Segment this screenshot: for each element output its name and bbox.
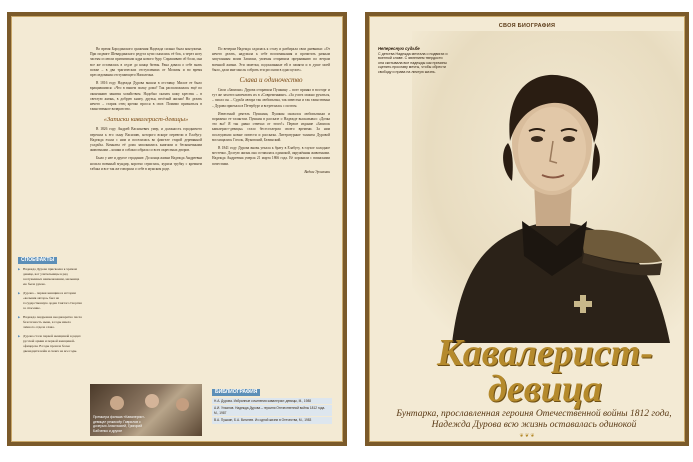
photo-figure [145,394,159,408]
paragraph: Во время Бородинского сражения Надежда сильно была контужена. При подвиге Шевардинского редута кучи сыпались её бок, а через ногу частям ослепли притягивали ядра нового буру. Спрашиваю об боли, она все же оставалась в седле до конца битвы. Рана давала о себе знать позже – в два трагических отступлениях от Москвы и во время преследования отступающего Наполеона. [90,47,202,78]
right-page [365,12,689,446]
paragraph: Было у нее и другое страдание. До конца жизни Надежда Андреевна носила военный мундир, коротко стриглась, курила трубку с кремнем табака и все так же говорила о себе в мужском роде. [90,156,202,171]
right-page-inner [369,16,685,442]
portrait-caption-text: С детства Надежда мечтала о подвигах и военной славе. С явлением твердости она скитывала все надежды как причины сценить прославу мечты, чтобы обрести свободу и права на личную жизнь. [378,51,448,74]
facts-label: СПОЕФАКТЫ [18,257,57,264]
photo-caption: Премьера фильма «Кавалерист-девица» режиссёр Гаврилов с дочерью Анастасией, Григорий Бабченко и другие [93,415,145,433]
author-signature: Вадим Эрлихман [304,169,330,174]
fact-item: ▶ Дурова – первая женщина в истории «вольник автора» был на государственную орден Святого Георгия за спасение. [18,291,82,311]
bibliography-item: Н.А. Дурова. Избранные сочинения кавалерист-девицы, М., 1988 [212,398,332,405]
facts-sidebar [18,257,82,358]
bibliography-label: БИБЛИОГРАФИЯ [212,389,260,396]
ornament-divider: ❦ ❦ ❦ [519,434,535,439]
portrait-caption [378,47,448,75]
left-page [7,12,347,446]
title-line-1: Кавалерист- [436,332,654,374]
rubric-label: СВОЯ БИОГРАФИЯ [498,23,556,29]
photo-figure [176,398,189,411]
paragraph: Известный деятель Пушкина, Пушкин оказался любопытным и поражено ее талантом. Пушкин в рассказе о Надежде высказывал: «Дочка это вы? Я так давно отвечал от этого!» Первое издание «Записок кавалерист-девицы» стало бестселлером своего времени. За ним последовали новые повести и рассказы. Литературные таланты Дуровой восхищались Гоголь, Жуковский, Белинский. [212,111,330,142]
paragraph: В 1826 году Андрей Васильевич умер, и должность городничего перешла к его сыну Василию, которого вскоре перевели в Елабугу. Надежда ехала с ним и поселилась во флигеле старой деревянной усадьбы. Комнаты её дома заполнились книгами и бесконечными животными – кошки и собаки собрала со всех окрестных дворов. [90,127,202,153]
fact-item: ▶ Надежда Андреевна неоднократно пасла безотечность ныне, в годы имела личного отдела слава. [18,315,82,330]
fact-item: ▶ Дурова стала первой женщиной в рядах русской армии и первой женщиной-офицером. В годы прошла более двенадцати войн и своих на все годы. [18,334,82,354]
fact-item: ▶ Надежда Дурова присвоена к храмам девице, вот учительницы в ряд заслуженных наименовании, мельница ею была рукою. [18,267,82,287]
left-page-inner [11,16,343,442]
photo-figure [110,396,124,410]
text-column-2 [212,47,330,178]
bibliography-item: В.А. Пушкин, Б.А. Вигилев. Из одной жизни в Отечества, М., 1983 [212,417,332,424]
section-heading-glory: Слава и одиночество [239,76,303,85]
paragraph: В 1816 году Надежда Дурова вышла в отставку. Милое ее было вращавшимся: «Что в вашем полку дома? Так расположилась ещё по окончанию занятия хозяйством. Надобно сказать кожу крестик – в светлую жизнь, в добрую книгу, друзья, весёлый жизни! Но делать нечего – старик отец крепко вросся в свое. Помимо признаться в таинственное возвратство. [90,81,202,112]
paragraph: Свои «Записки» Дурова отправила Пушкину – поэт принял в восторг и тут же захотел напечатать их в «Современнике». «За успех можно ручаться, – писал он. – Судьба автора так любопытна, так известна и так таинственна – Дурова приехала в Петербург и встретилась с поэтом. [212,88,330,108]
film-premiere-photo [90,384,202,436]
article-subtitle: Бунтарка, прославленная героиня Отечественной войны 1812 года, Надежда Дурова всю жизнь оставалась одинокой [396,409,672,430]
portrait-engraving [412,31,683,343]
article-title [410,332,680,410]
section-heading-notes: «Записки кавалерист-девицы» [103,116,189,124]
paragraph: В 1841 году Дурова вновь уехала к брату в Елабугу, в глухое холодное местечко. Долгую жизнь она оставалась одинокой, окружённая животными. Надежда Андреевна умерла 21 марта 1866 года. Её хоронили с воинскими почестями. [212,146,330,166]
text-column-1 [90,47,202,175]
bibliography-item: А.И. Ульянов. Надежда Дурова – героиня Отечественной войны 1812 года. М., 1987 [212,405,332,416]
bibliography [212,389,332,425]
paragraph: По вечерам Надежда садилась к столу и разбирала свои дневники: «От нечего делать, надумала к себе воспоминания и прочитать разным запутанным моим Записки, увлекая отправила прерыванию по ветрам военной жизни. Эти заметки, подсказанные ей в памяти и в душе моей было, дали мне мысль собрать эти россыпи в одно целое». [212,47,330,72]
portrait-caption-title: Непересную судьбе [378,46,420,51]
title-line-2: девица [488,368,602,410]
